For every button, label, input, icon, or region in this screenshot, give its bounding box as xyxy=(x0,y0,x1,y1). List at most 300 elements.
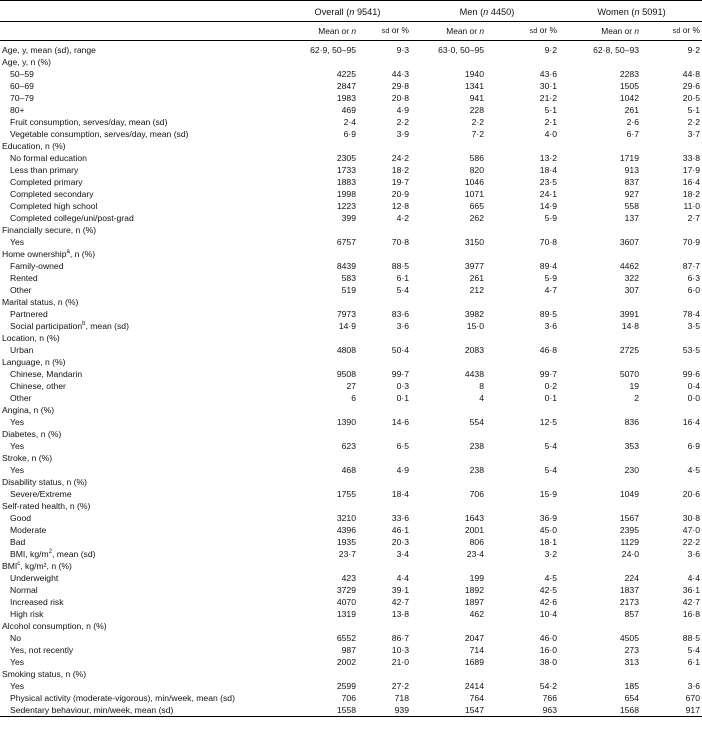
subheader-sd-or-pct: sd or % xyxy=(484,22,561,41)
cell-sd-or-pct: 4·9 xyxy=(396,465,409,475)
cell-sd-or-pct: 0·4 xyxy=(687,381,700,391)
cell-sd-or-pct: 4·2 xyxy=(396,213,409,223)
cell-mean-or-n: 1390 xyxy=(336,417,356,427)
cell-mean-or-n: 1897 xyxy=(464,597,484,607)
cell-mean-or-n xyxy=(282,332,356,344)
cell-sd-or-pct: 23·5 xyxy=(539,177,557,187)
table-row xyxy=(0,272,702,284)
cell-sd-or-pct: 43·6 xyxy=(539,69,557,79)
cell-sd-or-pct: 6·0 xyxy=(687,285,700,295)
cell-sd-or-pct: 33·8 xyxy=(682,153,700,163)
cell-mean-or-n: 24·0 xyxy=(621,549,639,559)
cell-mean-or-n: 2002 xyxy=(336,657,356,667)
table-row xyxy=(0,164,702,176)
table-row xyxy=(0,620,702,632)
cell-sd-or-pct: 18·4 xyxy=(539,165,557,175)
cell-mean-or-n: 468 xyxy=(341,465,356,475)
cell-mean-or-n xyxy=(413,560,484,572)
cell-mean-or-n: 3982 xyxy=(464,309,484,319)
cell-mean-or-n: 224 xyxy=(624,573,639,583)
cell-sd-or-pct: 4·0 xyxy=(544,129,557,139)
cell-mean-or-n: 2·2 xyxy=(471,117,484,127)
cell-sd-or-pct: 50·4 xyxy=(391,345,409,355)
subheader-mean-or-n: Mean or n xyxy=(413,22,484,41)
cell-sd-or-pct xyxy=(356,296,413,308)
cell-sd-or-pct: 45·0 xyxy=(539,525,557,535)
subheader-mean-or-n: Mean or n xyxy=(282,22,356,41)
cell-mean-or-n: 2·6 xyxy=(626,117,639,127)
cell-mean-or-n xyxy=(282,452,356,464)
cell-sd-or-pct: 6·1 xyxy=(396,273,409,283)
cell-mean-or-n: 212 xyxy=(469,285,484,295)
cell-sd-or-pct: 6·5 xyxy=(396,441,409,451)
cell-mean-or-n xyxy=(413,668,484,680)
cell-sd-or-pct xyxy=(484,452,561,464)
cell-sd-or-pct xyxy=(356,428,413,440)
table-row xyxy=(0,224,702,236)
cell-sd-or-pct: 83·6 xyxy=(391,309,409,319)
cell-mean-or-n: 6·9 xyxy=(343,129,356,139)
table-row xyxy=(0,80,702,92)
cell-mean-or-n: 820 xyxy=(469,165,484,175)
cell-mean-or-n xyxy=(561,296,639,308)
row-label: 50–59 xyxy=(10,69,34,79)
cell-sd-or-pct: 3·6 xyxy=(396,321,409,331)
cell-mean-or-n: 7973 xyxy=(336,309,356,319)
cell-sd-or-pct: 42·7 xyxy=(391,597,409,607)
row-label: Location, n (%) xyxy=(2,333,60,343)
cell-mean-or-n: 4396 xyxy=(336,525,356,535)
header-men: Men (n 4450) xyxy=(413,2,561,22)
cell-sd-or-pct xyxy=(484,560,561,572)
table-row xyxy=(0,668,702,680)
cell-sd-or-pct xyxy=(484,668,561,680)
cell-mean-or-n: 554 xyxy=(469,417,484,427)
cell-mean-or-n xyxy=(561,332,639,344)
cell-sd-or-pct xyxy=(639,248,702,260)
cell-sd-or-pct: 9·2 xyxy=(544,45,557,55)
subheader-blank xyxy=(0,22,282,41)
cell-mean-or-n: 1892 xyxy=(464,585,484,595)
cell-mean-or-n xyxy=(561,452,639,464)
cell-mean-or-n xyxy=(282,56,356,68)
cell-sd-or-pct: 12·8 xyxy=(391,201,409,211)
cell-sd-or-pct: 36·9 xyxy=(539,513,557,523)
cell-sd-or-pct xyxy=(639,224,702,236)
cell-mean-or-n xyxy=(282,248,356,260)
cell-mean-or-n: 4225 xyxy=(336,69,356,79)
cell-sd-or-pct: 20·8 xyxy=(391,93,409,103)
cell-sd-or-pct xyxy=(484,404,561,416)
cell-mean-or-n: 6757 xyxy=(336,237,356,247)
cell-mean-or-n: 913 xyxy=(624,165,639,175)
cell-sd-or-pct: 99·7 xyxy=(391,369,409,379)
table-row xyxy=(0,212,702,224)
cell-sd-or-pct: 27·2 xyxy=(391,681,409,691)
cell-sd-or-pct xyxy=(356,248,413,260)
cell-sd-or-pct: 30·1 xyxy=(539,81,557,91)
cell-mean-or-n xyxy=(561,428,639,440)
cell-mean-or-n xyxy=(413,428,484,440)
cell-mean-or-n: 23·4 xyxy=(466,549,484,559)
cell-sd-or-pct: 2·2 xyxy=(396,117,409,127)
cell-mean-or-n: 2305 xyxy=(336,153,356,163)
cell-mean-or-n: 941 xyxy=(469,93,484,103)
cell-sd-or-pct: 89·4 xyxy=(539,261,557,271)
cell-sd-or-pct: 33·6 xyxy=(391,513,409,523)
cell-mean-or-n: 14·8 xyxy=(621,321,639,331)
cell-sd-or-pct: 3·6 xyxy=(687,681,700,691)
cell-mean-or-n: 7·2 xyxy=(471,129,484,139)
row-label: Language, n (%) xyxy=(2,357,66,367)
row-label: Marital status, n (%) xyxy=(2,297,79,307)
cell-sd-or-pct xyxy=(356,500,413,512)
cell-mean-or-n: 307 xyxy=(624,285,639,295)
cell-sd-or-pct: 70·8 xyxy=(539,237,557,247)
table-row xyxy=(0,488,702,500)
table-row xyxy=(0,608,702,620)
cell-mean-or-n: 2173 xyxy=(619,597,639,607)
cell-sd-or-pct: 6·1 xyxy=(687,657,700,667)
cell-sd-or-pct: 4·5 xyxy=(687,465,700,475)
cell-mean-or-n xyxy=(561,56,639,68)
cell-mean-or-n: 764 xyxy=(469,693,484,703)
row-label: No formal education xyxy=(10,153,87,163)
cell-sd-or-pct xyxy=(639,500,702,512)
cell-sd-or-pct xyxy=(356,332,413,344)
cell-mean-or-n: 2047 xyxy=(464,633,484,643)
cell-mean-or-n: 238 xyxy=(469,465,484,475)
cell-sd-or-pct xyxy=(639,476,702,488)
row-label: Completed high school xyxy=(10,201,98,211)
cell-mean-or-n: 1689 xyxy=(464,657,484,667)
cell-sd-or-pct: 9·3 xyxy=(396,45,409,55)
cell-sd-or-pct: 3·9 xyxy=(396,129,409,139)
cell-mean-or-n: 706 xyxy=(469,489,484,499)
table-row xyxy=(0,308,702,320)
cell-sd-or-pct: 939 xyxy=(356,704,413,717)
cell-mean-or-n: 987 xyxy=(341,645,356,655)
cell-mean-or-n: 4 xyxy=(479,393,484,403)
cell-mean-or-n: 1319 xyxy=(336,609,356,619)
cell-sd-or-pct: 0·1 xyxy=(544,393,557,403)
cell-sd-or-pct xyxy=(639,296,702,308)
cell-sd-or-pct: 16·4 xyxy=(682,177,700,187)
cell-sd-or-pct: 20·6 xyxy=(682,489,700,499)
row-label: Completed secondary xyxy=(10,189,94,199)
table-row xyxy=(0,296,702,308)
cell-mean-or-n xyxy=(413,452,484,464)
cell-mean-or-n: 228 xyxy=(469,105,484,115)
table-row xyxy=(0,464,702,476)
cell-sd-or-pct: 15·9 xyxy=(539,489,557,499)
cell-mean-or-n: 8 xyxy=(479,381,484,391)
cell-mean-or-n: 558 xyxy=(624,201,639,211)
cell-mean-or-n: 313 xyxy=(624,657,639,667)
cell-sd-or-pct: 13·8 xyxy=(391,609,409,619)
cell-mean-or-n: 1719 xyxy=(619,153,639,163)
cell-mean-or-n: 2847 xyxy=(336,81,356,91)
row-label: Physical activity (moderate-vigorous), min/week, mean (sd) xyxy=(10,693,235,703)
row-label: Yes xyxy=(10,441,25,451)
cell-sd-or-pct: 10·4 xyxy=(539,609,557,619)
row-label: High risk xyxy=(10,609,44,619)
table-row xyxy=(0,476,702,488)
cell-sd-or-pct: 18·2 xyxy=(682,189,700,199)
row-label: Self-rated health, n (%) xyxy=(2,501,91,511)
cell-mean-or-n: 519 xyxy=(341,285,356,295)
cell-mean-or-n: 137 xyxy=(624,213,639,223)
cell-sd-or-pct: 11·0 xyxy=(683,201,700,211)
cell-sd-or-pct: 3·6 xyxy=(544,321,557,331)
cell-mean-or-n xyxy=(561,356,639,368)
cell-mean-or-n: 3991 xyxy=(619,309,639,319)
cell-sd-or-pct: 20·5 xyxy=(682,93,700,103)
cell-mean-or-n: 6 xyxy=(351,393,356,403)
table-row xyxy=(0,680,702,692)
row-label: Increased risk xyxy=(10,597,64,607)
cell-mean-or-n: 1755 xyxy=(336,489,356,499)
cell-sd-or-pct xyxy=(356,560,413,572)
cell-sd-or-pct: 88·5 xyxy=(682,633,700,643)
cell-sd-or-pct: 46·8 xyxy=(539,345,557,355)
cell-mean-or-n xyxy=(282,428,356,440)
table-row xyxy=(0,704,702,717)
cell-sd-or-pct xyxy=(639,560,702,572)
cell-sd-or-pct: 17·9 xyxy=(682,165,700,175)
cell-mean-or-n: 322 xyxy=(624,273,639,283)
cell-mean-or-n xyxy=(413,500,484,512)
cell-sd-or-pct: 3·7 xyxy=(687,129,700,139)
cell-sd-or-pct: 5·4 xyxy=(544,465,557,475)
cell-mean-or-n: 8439 xyxy=(336,261,356,271)
cell-sd-or-pct: 21·0 xyxy=(391,657,409,667)
cell-mean-or-n xyxy=(561,668,639,680)
subheader-mean-or-n: Mean or n xyxy=(561,22,639,41)
cell-sd-or-pct: 3·4 xyxy=(396,549,409,559)
cell-sd-or-pct: 42·6 xyxy=(539,597,557,607)
row-label: Good xyxy=(10,513,32,523)
cell-sd-or-pct: 917 xyxy=(639,704,702,717)
cell-sd-or-pct: 86·7 xyxy=(391,633,409,643)
cell-sd-or-pct: 44·3 xyxy=(391,69,409,79)
table-row xyxy=(0,152,702,164)
row-label: Rented xyxy=(10,273,38,283)
cell-mean-or-n: 62·9, 50–95 xyxy=(310,45,356,55)
table-row xyxy=(0,596,702,608)
cell-sd-or-pct xyxy=(639,332,702,344)
cell-mean-or-n: 1568 xyxy=(561,704,639,717)
cell-mean-or-n xyxy=(413,56,484,68)
row-label: Completed college/uni/post-grad xyxy=(10,213,134,223)
cell-sd-or-pct: 19·7 xyxy=(391,177,409,187)
cell-mean-or-n: 583 xyxy=(341,273,356,283)
cell-mean-or-n: 4808 xyxy=(336,345,356,355)
row-label: 80+ xyxy=(10,105,25,115)
cell-mean-or-n: 857 xyxy=(624,609,639,619)
table-row xyxy=(0,68,702,80)
table-row xyxy=(0,380,702,392)
cell-sd-or-pct: 963 xyxy=(484,704,561,717)
cell-sd-or-pct xyxy=(484,620,561,632)
table-row xyxy=(0,140,702,152)
cell-sd-or-pct: 88·5 xyxy=(391,261,409,271)
cell-sd-or-pct: 16·4 xyxy=(682,417,700,427)
cell-mean-or-n: 273 xyxy=(624,645,639,655)
cell-sd-or-pct: 20·9 xyxy=(391,189,409,199)
cell-mean-or-n: 1558 xyxy=(282,704,356,717)
cell-mean-or-n xyxy=(282,404,356,416)
cell-sd-or-pct xyxy=(484,428,561,440)
table-row xyxy=(0,452,702,464)
cell-mean-or-n xyxy=(282,500,356,512)
table-row xyxy=(0,284,702,296)
row-label: Age, y, mean (sd), range xyxy=(2,45,96,55)
table-row xyxy=(0,128,702,140)
cell-sd-or-pct: 0·3 xyxy=(396,381,409,391)
table-row xyxy=(0,356,702,368)
cell-sd-or-pct xyxy=(356,668,413,680)
cell-mean-or-n: 2395 xyxy=(619,525,639,535)
cell-mean-or-n: 1223 xyxy=(336,201,356,211)
cell-mean-or-n: 1733 xyxy=(336,165,356,175)
row-label: Sedentary behaviour, min/week, mean (sd) xyxy=(0,704,282,717)
cell-mean-or-n: 3977 xyxy=(464,261,484,271)
cell-sd-or-pct: 39·1 xyxy=(391,585,409,595)
cell-mean-or-n: 3150 xyxy=(464,237,484,247)
cell-mean-or-n xyxy=(561,500,639,512)
cell-sd-or-pct xyxy=(639,140,702,152)
cell-mean-or-n: 3210 xyxy=(336,513,356,523)
cell-mean-or-n: 1042 xyxy=(619,93,639,103)
row-label: Home ownership$^a$, n (%) xyxy=(2,249,96,259)
cell-sd-or-pct xyxy=(484,332,561,344)
cell-mean-or-n xyxy=(413,620,484,632)
table-row xyxy=(0,524,702,536)
row-label: Stroke, n (%) xyxy=(2,453,53,463)
cell-mean-or-n: 665 xyxy=(469,201,484,211)
cell-mean-or-n xyxy=(413,248,484,260)
cell-sd-or-pct: 78·4 xyxy=(682,309,700,319)
cell-sd-or-pct: 29·8 xyxy=(391,81,409,91)
cell-sd-or-pct xyxy=(356,140,413,152)
cell-sd-or-pct: 12·5 xyxy=(539,417,557,427)
table-row xyxy=(0,56,702,68)
cell-mean-or-n: 230 xyxy=(624,465,639,475)
cell-mean-or-n: 2·4 xyxy=(343,117,356,127)
row-label: Other xyxy=(10,285,32,295)
cell-sd-or-pct: 22·2 xyxy=(682,537,700,547)
cell-mean-or-n: 1643 xyxy=(464,513,484,523)
table-row xyxy=(0,332,702,344)
table-row xyxy=(0,428,702,440)
table-body xyxy=(0,41,702,717)
cell-mean-or-n: 238 xyxy=(469,441,484,451)
cell-sd-or-pct: 38·0 xyxy=(539,657,557,667)
cell-sd-or-pct: 18·1 xyxy=(539,537,557,547)
cell-mean-or-n xyxy=(561,476,639,488)
cell-mean-or-n: 23·7 xyxy=(338,549,356,559)
cell-mean-or-n: 14·9 xyxy=(338,321,356,331)
cell-mean-or-n: 1505 xyxy=(619,81,639,91)
table-row xyxy=(0,548,702,560)
cell-sd-or-pct: 36·1 xyxy=(682,585,700,595)
row-label: BMI, $kg/m^2$, mean (sd) xyxy=(10,549,96,559)
cell-sd-or-pct: 4·5 xyxy=(544,573,557,583)
cell-sd-or-pct: 0·0 xyxy=(687,393,700,403)
cell-sd-or-pct: 5·9 xyxy=(544,213,557,223)
cell-sd-or-pct: 20·3 xyxy=(391,537,409,547)
header-overall: Overall (n 9541) xyxy=(282,2,413,22)
cell-sd-or-pct: 99·7 xyxy=(539,369,557,379)
cell-mean-or-n: 927 xyxy=(624,189,639,199)
cell-mean-or-n: 1547 xyxy=(413,704,484,717)
cell-mean-or-n xyxy=(413,140,484,152)
cell-sd-or-pct: 670 xyxy=(685,693,700,703)
table-row xyxy=(0,416,702,428)
cell-mean-or-n: 2 xyxy=(634,393,639,403)
cell-sd-or-pct: 0·1 xyxy=(396,393,409,403)
table-row xyxy=(0,176,702,188)
cell-sd-or-pct: 18·4 xyxy=(391,489,409,499)
cell-sd-or-pct: 24·2 xyxy=(391,153,409,163)
cell-sd-or-pct xyxy=(639,452,702,464)
cell-sd-or-pct xyxy=(356,404,413,416)
row-label: Moderate xyxy=(10,525,47,535)
cell-mean-or-n: 185 xyxy=(624,681,639,691)
row-label: 60–69 xyxy=(10,81,34,91)
cell-mean-or-n: 423 xyxy=(341,573,356,583)
cell-sd-or-pct: 718 xyxy=(394,693,409,703)
row-label: Normal xyxy=(10,585,38,595)
row-label: Completed primary xyxy=(10,177,83,187)
cell-sd-or-pct: 42·5 xyxy=(539,585,557,595)
cell-mean-or-n: 1883 xyxy=(336,177,356,187)
cell-sd-or-pct xyxy=(484,224,561,236)
cell-sd-or-pct: 53·5 xyxy=(682,345,700,355)
cell-mean-or-n: 399 xyxy=(341,213,356,223)
cell-mean-or-n xyxy=(282,668,356,680)
cell-mean-or-n xyxy=(561,560,639,572)
table-row xyxy=(0,440,702,452)
cell-mean-or-n: 1935 xyxy=(336,537,356,547)
cell-sd-or-pct: 99·6 xyxy=(682,369,700,379)
cell-mean-or-n: 1071 xyxy=(464,189,484,199)
cell-mean-or-n xyxy=(561,224,639,236)
cell-sd-or-pct: 5·1 xyxy=(544,105,557,115)
cell-sd-or-pct xyxy=(484,356,561,368)
row-label: Social participation$^b$, mean (sd) xyxy=(10,321,129,331)
cell-sd-or-pct xyxy=(356,476,413,488)
table-row xyxy=(0,692,702,704)
row-label: Fruit consumption, serves/day, mean (sd) xyxy=(10,117,168,127)
table-row xyxy=(0,248,702,260)
cell-mean-or-n: 3729 xyxy=(336,585,356,595)
cell-mean-or-n: 837 xyxy=(624,177,639,187)
cell-sd-or-pct: 9·2 xyxy=(687,45,700,55)
cell-mean-or-n: 262 xyxy=(469,213,484,223)
cell-sd-or-pct: 44·8 xyxy=(682,69,700,79)
cell-sd-or-pct xyxy=(484,500,561,512)
cell-sd-or-pct xyxy=(484,296,561,308)
cell-mean-or-n: 15·0 xyxy=(466,321,484,331)
row-label: Severe/Extreme xyxy=(10,489,72,499)
subheader-sd-or-pct: sd or % xyxy=(356,22,413,41)
cell-sd-or-pct: 4·9 xyxy=(396,105,409,115)
header-women: Women (n 5091) xyxy=(561,2,702,22)
cell-mean-or-n: 586 xyxy=(469,153,484,163)
table-row xyxy=(0,320,702,332)
